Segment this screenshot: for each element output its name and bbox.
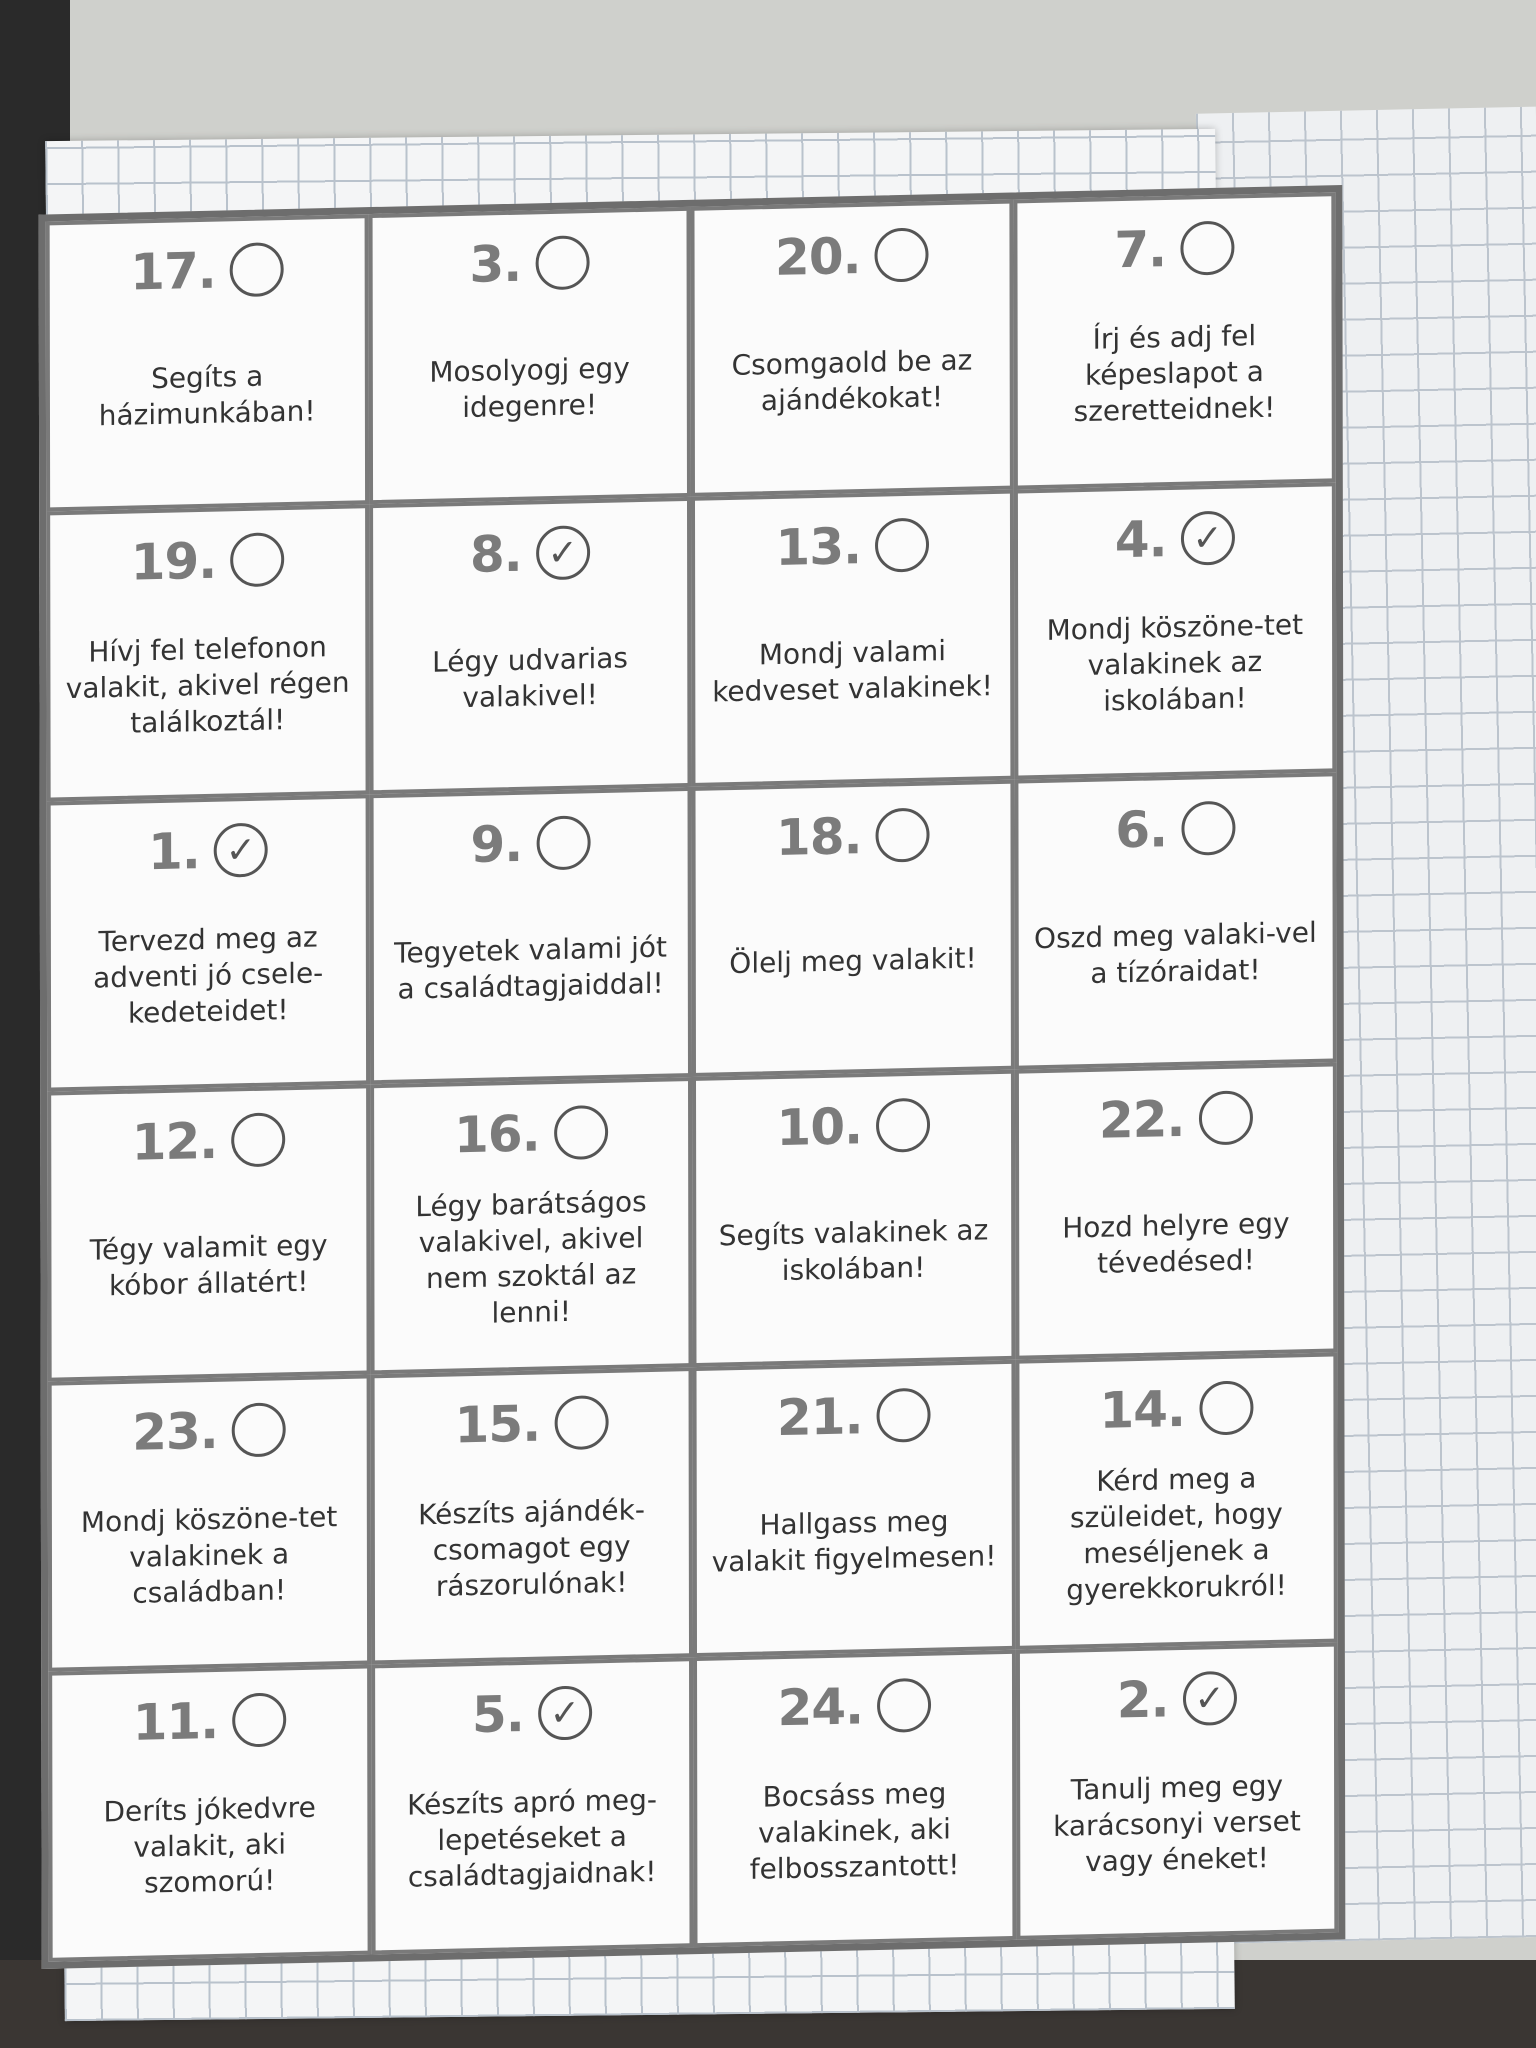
cell-header <box>776 1096 930 1157</box>
calendar-cell <box>1013 482 1336 779</box>
cell-header <box>472 1683 592 1744</box>
cell-header <box>130 240 284 301</box>
empty-circle-icon[interactable] <box>231 1112 285 1167</box>
day-number: 4. <box>1114 510 1167 570</box>
calendar-cell <box>691 490 1014 787</box>
day-number: 6. <box>1115 800 1168 860</box>
checked-circle-icon[interactable] <box>214 823 268 878</box>
task-text: Mondj köszöne-tet valakinek az iskolában! <box>1046 608 1304 718</box>
task-text: Légy udvarias valakivel! <box>432 641 628 715</box>
task-text: Tégy valamit egy kóbor állatért! <box>89 1228 328 1303</box>
day-number: 1. <box>148 822 200 882</box>
day-number: 21. <box>776 1387 863 1448</box>
empty-circle-icon[interactable] <box>230 532 284 587</box>
empty-circle-icon[interactable] <box>1181 801 1235 856</box>
day-number: 22. <box>1098 1089 1185 1150</box>
day-number: 12. <box>131 1111 218 1172</box>
empty-circle-icon[interactable] <box>554 1395 608 1450</box>
task-text: Ölelj meg valakit! <box>729 941 977 981</box>
day-number: 24. <box>777 1677 864 1738</box>
calendar-cell <box>369 497 692 794</box>
calendar-cell <box>47 794 370 1091</box>
calendar-cell <box>48 1374 371 1671</box>
cell-header <box>132 1400 286 1461</box>
task-text: Bocsáss meg valakinek, aki felbosszantott! <box>749 1776 960 1886</box>
day-number: 14. <box>1099 1379 1186 1440</box>
day-number: 11. <box>132 1691 219 1752</box>
day-number: 8. <box>469 524 522 584</box>
task-text: Írj és adj fel képeslapot a szeretteidnek! <box>1073 319 1276 429</box>
calendar-cell <box>691 780 1014 1077</box>
day-number: 2. <box>1116 1670 1169 1730</box>
calendar-cell <box>370 1077 693 1374</box>
cell-header <box>133 1690 287 1751</box>
task-text: Készíts ajándék-csomagot egy rászorulónak! <box>418 1493 645 1603</box>
calendar-cell <box>369 787 692 1084</box>
cell-header <box>1099 1088 1253 1149</box>
calendar-cell <box>1014 1062 1337 1359</box>
empty-circle-icon[interactable] <box>232 1692 286 1747</box>
day-number: 5. <box>471 1684 524 1745</box>
day-number: 13. <box>775 517 862 577</box>
calendar-cell <box>692 1070 1015 1367</box>
empty-circle-icon[interactable] <box>1199 1380 1253 1435</box>
advent-calendar-grid <box>39 185 1346 1969</box>
task-text: Hívj fel telefonon valakit, akivel régen találkoztál! <box>65 630 350 740</box>
task-text: Légy barátságos valakivel, akivel nem szoktál az lenni! <box>415 1185 647 1330</box>
cell-header <box>775 515 929 576</box>
empty-circle-icon[interactable] <box>232 1402 286 1457</box>
task-text: Mondj valami kedveset valakinek! <box>712 634 993 709</box>
checked-circle-icon[interactable] <box>1181 511 1235 566</box>
checkmark-icon: ✓ <box>225 829 256 872</box>
calendar-cell <box>371 1657 694 1954</box>
cell-header <box>132 1110 286 1171</box>
checked-circle-icon[interactable] <box>536 525 590 580</box>
day-number: 7. <box>1114 220 1167 280</box>
cell-header <box>776 806 930 867</box>
cell-header <box>777 1676 931 1737</box>
day-number: 20. <box>774 226 861 287</box>
cell-header <box>1114 218 1234 279</box>
checkmark-icon: ✓ <box>547 531 578 574</box>
task-text: Tervezd meg az adventi jó csele-kedeteidet! <box>93 920 324 1030</box>
task-text: Mondj köszöne-tet valakinek a családban! <box>80 1500 338 1610</box>
empty-circle-icon[interactable] <box>536 815 590 870</box>
day-number: 3. <box>469 234 522 294</box>
calendar-cell <box>693 1650 1016 1947</box>
task-text: Csomgaold be az ajándékokat! <box>731 343 973 418</box>
day-number: 17. <box>130 241 216 302</box>
cell-header <box>454 1103 608 1164</box>
cell-header <box>469 233 589 294</box>
day-number: 9. <box>470 814 523 874</box>
task-text: Mosolyogj egy idegenre! <box>429 351 630 425</box>
task-text: Készíts apró meg-lepetéseket a családtagjaidnak! <box>407 1783 658 1894</box>
day-number: 15. <box>454 1394 541 1455</box>
day-number: 10. <box>776 1097 863 1158</box>
cell-header <box>1115 799 1235 860</box>
cell-header <box>470 523 590 584</box>
empty-circle-icon[interactable] <box>554 1105 608 1160</box>
empty-circle-icon[interactable] <box>1198 1090 1252 1145</box>
calendar-cell <box>47 1084 370 1381</box>
empty-circle-icon[interactable] <box>875 227 929 282</box>
day-number: 19. <box>130 531 217 592</box>
empty-circle-icon[interactable] <box>230 242 284 297</box>
calendar-cell <box>1015 1352 1338 1649</box>
cell-header <box>148 821 268 882</box>
calendar-cell <box>48 1664 371 1961</box>
empty-circle-icon[interactable] <box>535 235 589 290</box>
calendar-cell <box>46 214 369 511</box>
empty-circle-icon[interactable] <box>875 517 929 572</box>
cell-header <box>1099 1378 1253 1439</box>
task-text: Tanulj meg egy karácsonyi verset vagy éneket! <box>1053 1769 1301 1879</box>
checked-circle-icon[interactable] <box>538 1685 592 1740</box>
checked-circle-icon[interactable] <box>1183 1671 1237 1726</box>
cell-header <box>777 1386 931 1447</box>
calendar-cell <box>1014 772 1337 1069</box>
calendar-cell <box>1013 192 1336 489</box>
cell-header <box>1117 1669 1237 1730</box>
checkmark-icon: ✓ <box>1194 1677 1225 1720</box>
day-number: 16. <box>454 1104 540 1165</box>
calendar-cell <box>693 1360 1016 1657</box>
empty-circle-icon[interactable] <box>877 1388 931 1443</box>
cell-header <box>775 225 929 286</box>
calendar-cell <box>1015 1642 1338 1939</box>
task-text: Hozd helyre egy tévedésed! <box>1062 1206 1290 1280</box>
task-text: Segíts a házimunkában! <box>98 359 316 433</box>
calendar-cell <box>690 199 1013 496</box>
checkmark-icon: ✓ <box>549 1692 580 1734</box>
cell-header <box>455 1393 609 1454</box>
task-text: Tegyetek valami jót a családtagjaiddal! <box>394 930 668 1006</box>
calendar-cell <box>46 504 369 801</box>
cell-header <box>131 530 285 591</box>
empty-circle-icon[interactable] <box>876 1098 930 1153</box>
cell-header <box>1115 509 1235 570</box>
empty-circle-icon[interactable] <box>1180 220 1234 275</box>
task-text: Hallgass meg valakit figyelmesen! <box>711 1504 997 1579</box>
empty-circle-icon[interactable] <box>876 808 930 863</box>
cell-header <box>470 813 590 874</box>
day-number: 23. <box>132 1401 218 1462</box>
task-text: Kérd meg a szüleidet, hogy meséljenek a gyerekkorukról! <box>1066 1461 1287 1607</box>
task-text: Deríts jókedvre valakit, aki szomorú! <box>103 1790 316 1900</box>
task-text: Segíts valakinek az iskolában! <box>718 1213 989 1288</box>
empty-circle-icon[interactable] <box>877 1678 931 1733</box>
checkmark-icon: ✓ <box>1192 517 1223 560</box>
calendar-cell <box>368 207 691 504</box>
day-number: 18. <box>775 807 862 868</box>
task-text: Oszd meg valaki-vel a tízóraidat! <box>1034 915 1317 990</box>
calendar-cell <box>370 1367 693 1664</box>
